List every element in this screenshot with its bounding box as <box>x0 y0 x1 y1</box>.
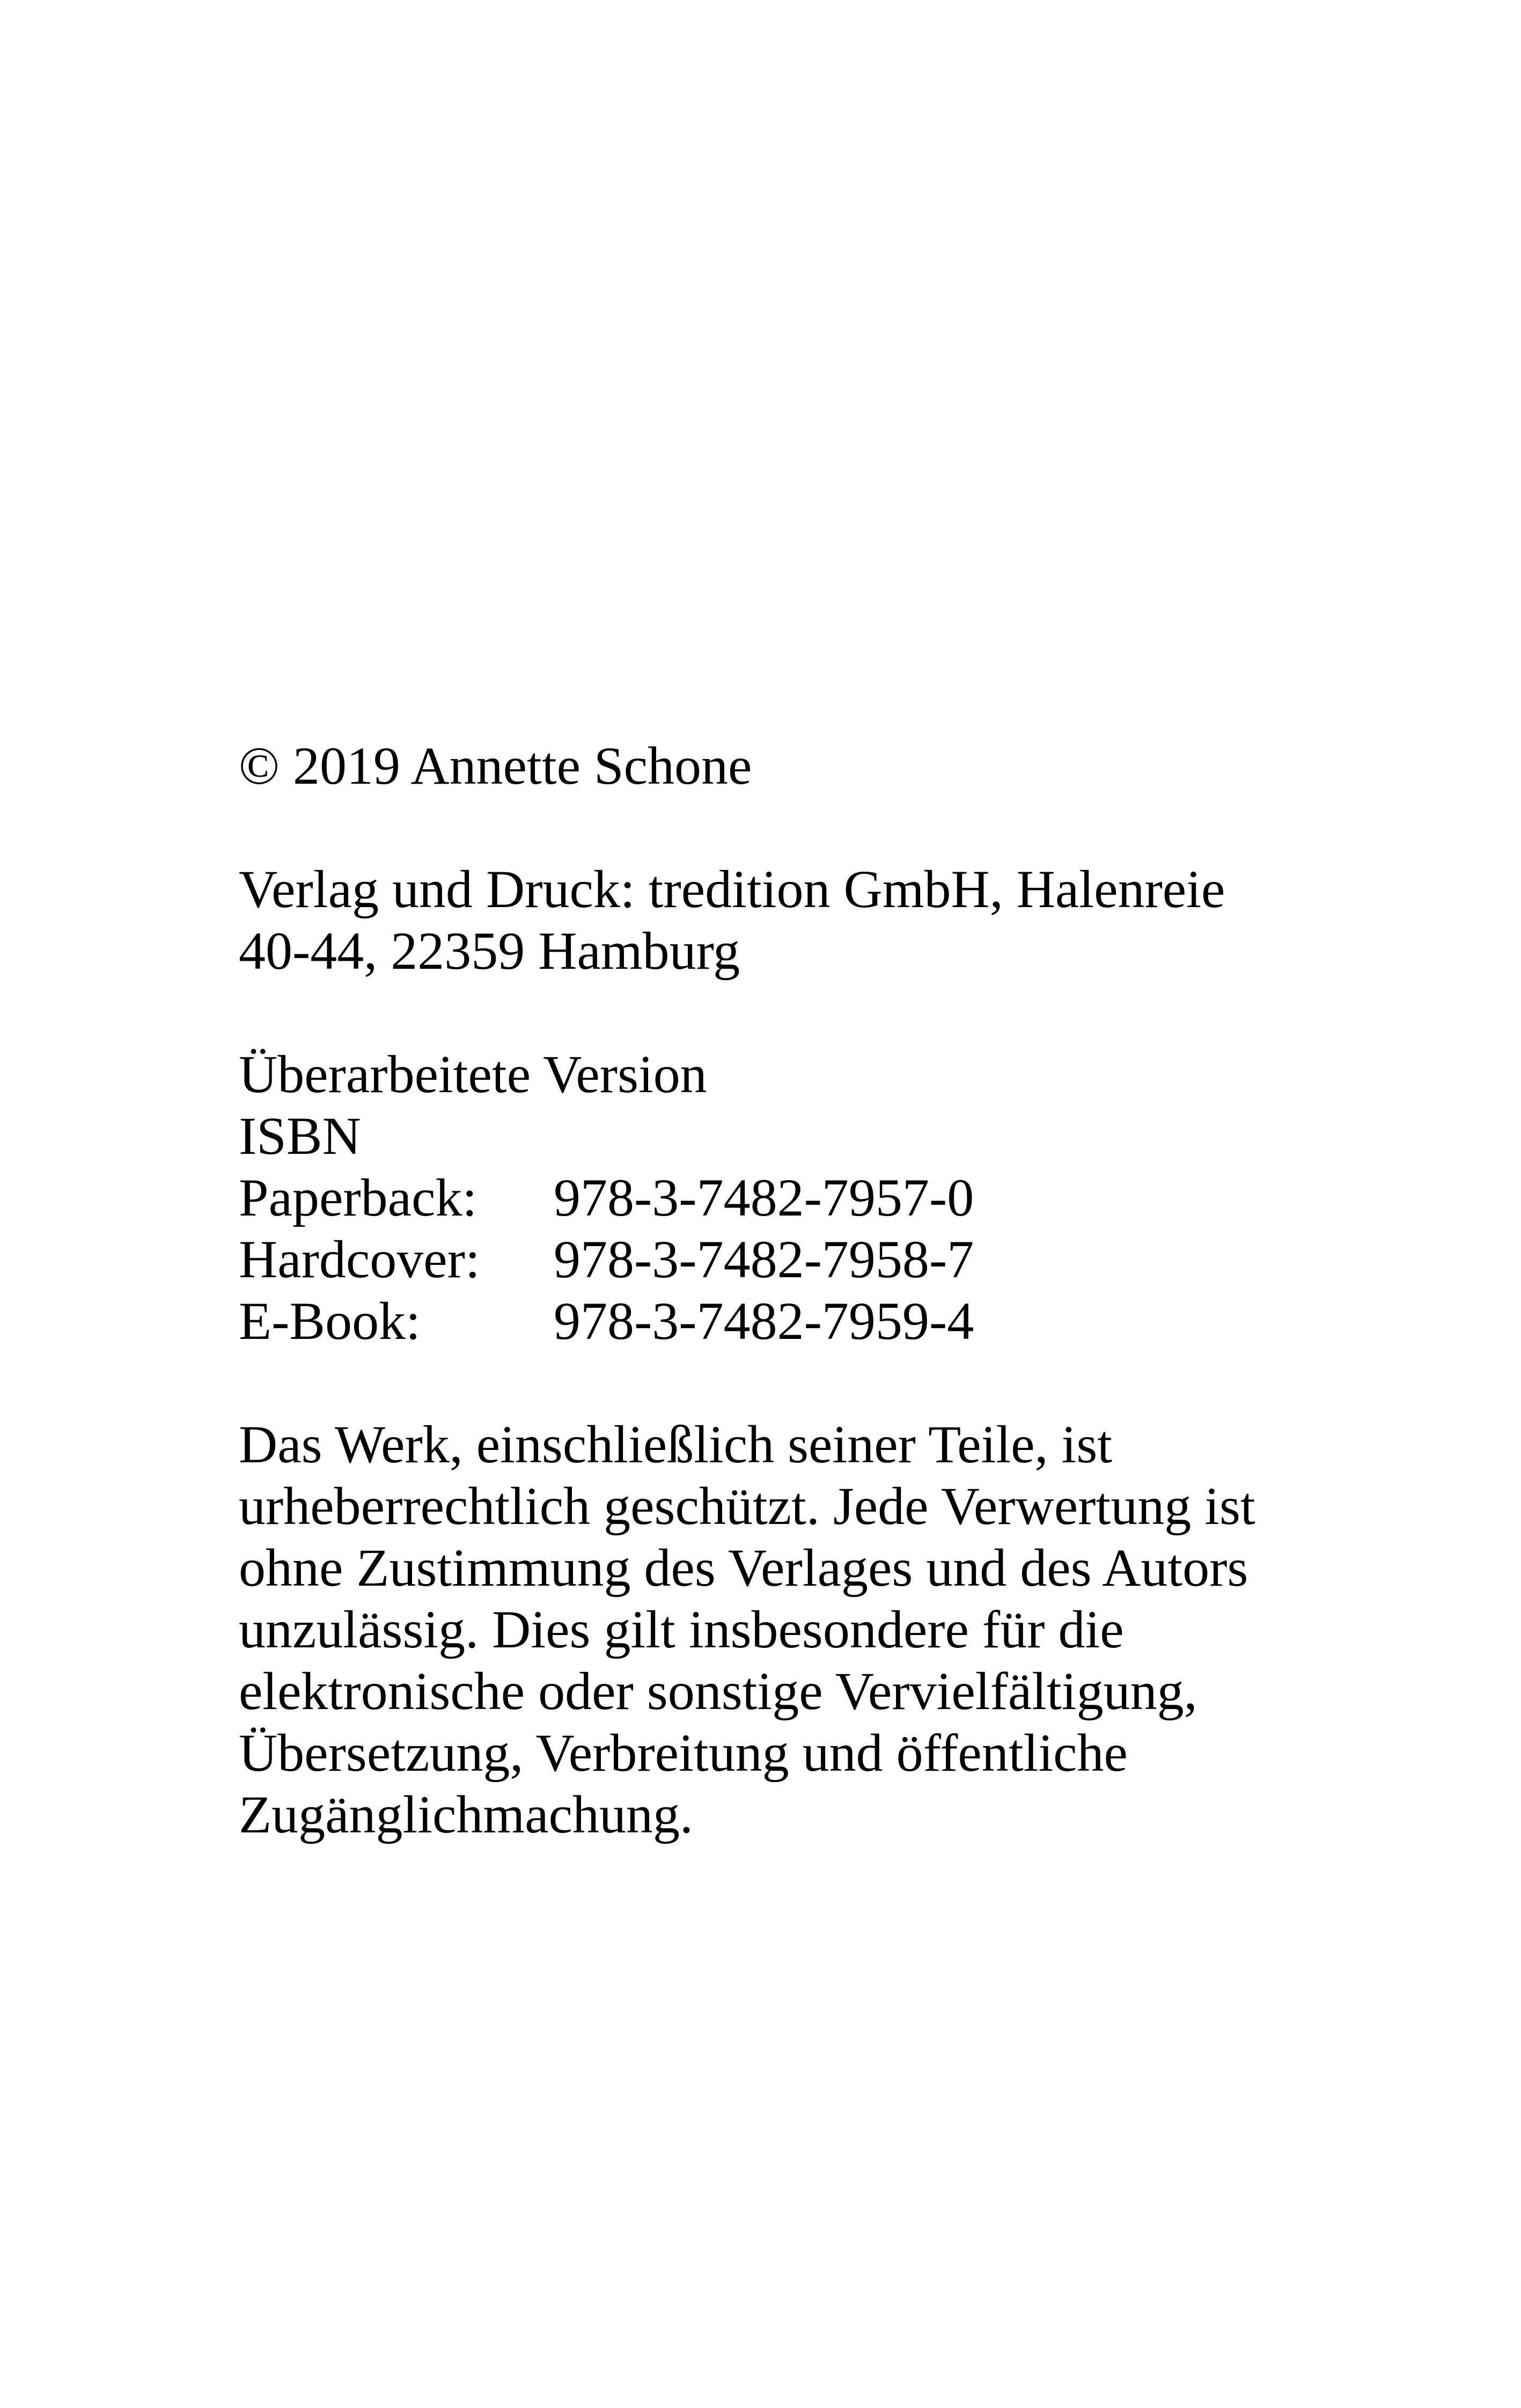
rights-line: urheberrechtlich geschützt. Jede Verwertung ist <box>239 1476 1255 1536</box>
isbn-row-paperback <box>239 1167 1312 1228</box>
isbn-number: 978-3-7482-7959-4 <box>554 1291 974 1351</box>
publisher-address-line: 40-44, 22359 Hamburg <box>239 921 740 981</box>
rights-line: elektronische oder sonstige Vervielfältigung, <box>239 1661 1197 1721</box>
rights-line: Das Werk, einschließlich seiner Teile, ist <box>239 1415 1113 1474</box>
isbn-label: Paperback: <box>239 1168 477 1227</box>
rights-line: Zugänglichmachung. <box>239 1785 693 1844</box>
publisher-info <box>239 858 1312 982</box>
edition-info <box>239 1043 1312 1352</box>
rights-line: ohne Zustimmung des Verlages und des Autors <box>239 1538 1248 1597</box>
isbn-heading: ISBN <box>239 1106 361 1166</box>
edition-version: Überarbeitete Version <box>239 1044 707 1104</box>
copyright-notice <box>239 735 1312 797</box>
rights-notice <box>239 1413 1312 1845</box>
publisher-line: Verlag und Druck: tredition GmbH, Halenreie <box>239 859 1225 919</box>
rights-line: Übersetzung, Verbreitung und öffentliche <box>239 1723 1128 1783</box>
rights-line: unzulässig. Dies gilt insbesondere für die <box>239 1600 1124 1659</box>
isbn-number: 978-3-7482-7958-7 <box>554 1229 974 1289</box>
copyright-line: © 2019 Annette Schone <box>239 736 752 796</box>
isbn-label: Hardcover: <box>239 1229 480 1289</box>
isbn-label: E-Book: <box>239 1291 421 1351</box>
isbn-row-hardcover <box>239 1228 1312 1290</box>
isbn-number: 978-3-7482-7957-0 <box>554 1168 974 1227</box>
isbn-row-ebook <box>239 1290 1312 1352</box>
